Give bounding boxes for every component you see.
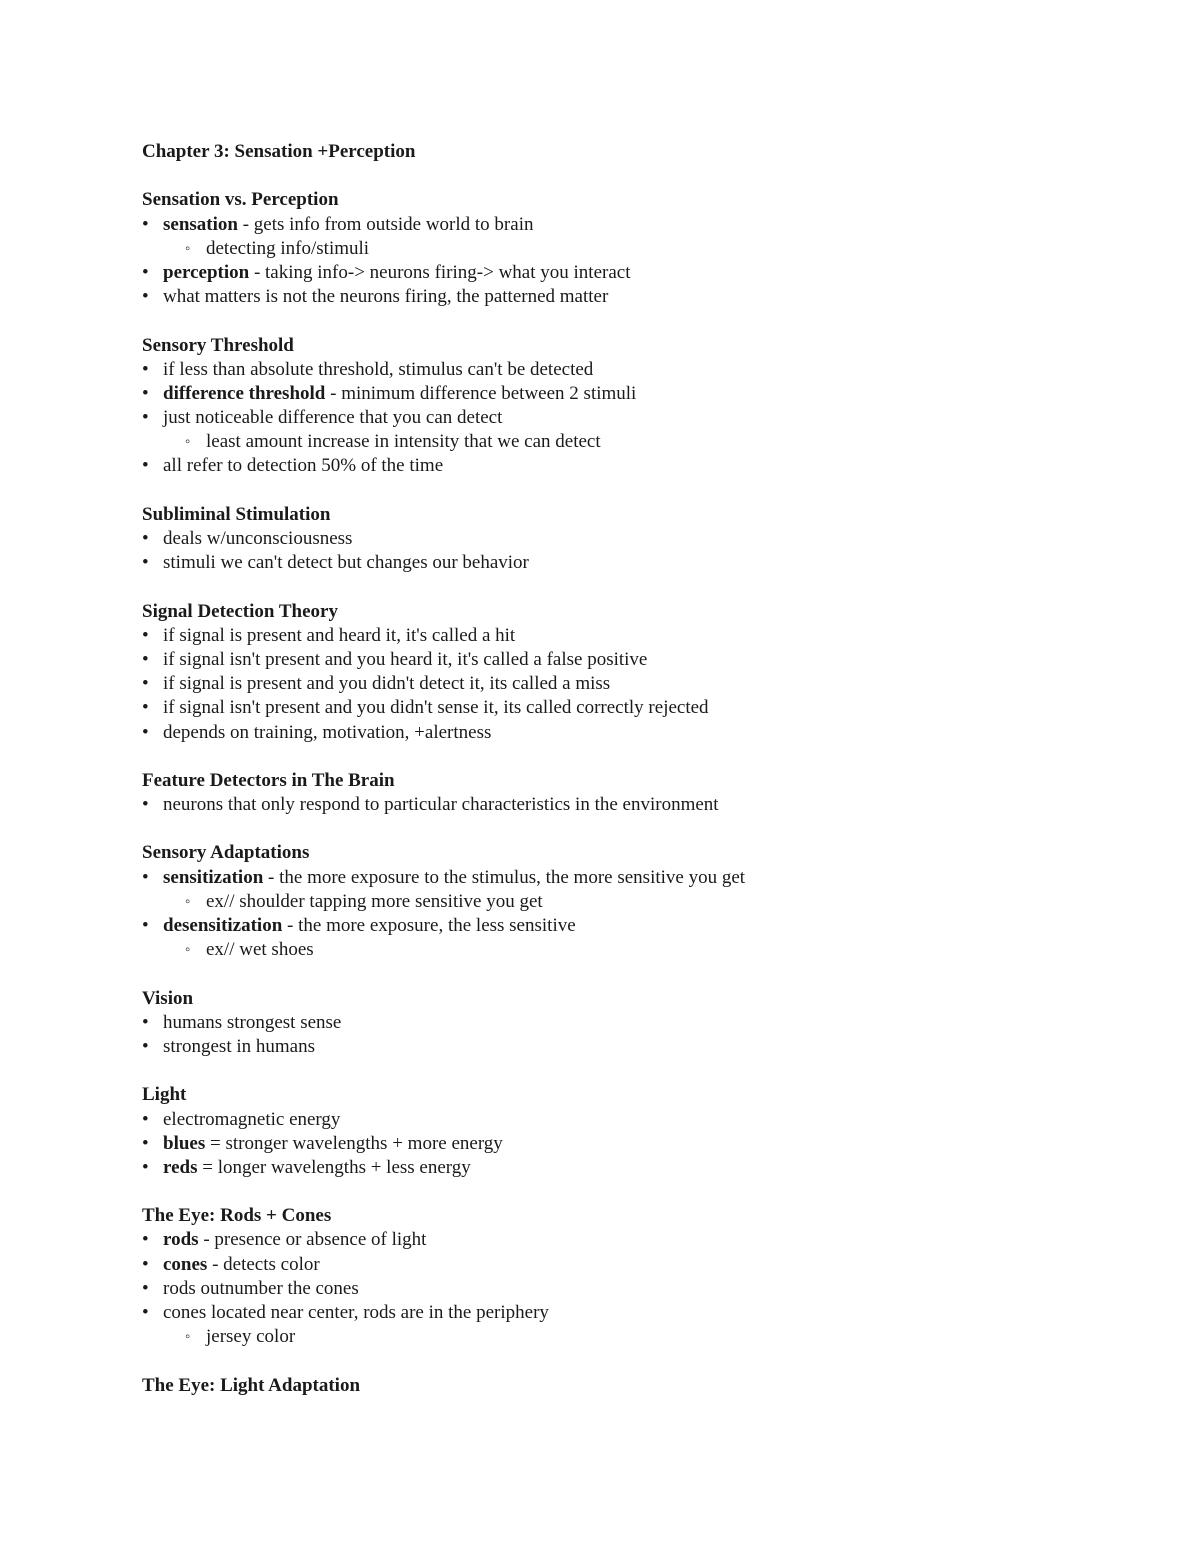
item-text: if signal is present and heard it, it's called a hit	[163, 624, 516, 646]
bold-term: sensitization	[163, 866, 264, 888]
bullet-item	[142, 551, 1142, 575]
document-sections	[142, 188, 1142, 1397]
bullet-item	[142, 1108, 1142, 1132]
bold-term: cones	[163, 1253, 208, 1275]
section-sensory-threshold	[142, 334, 1142, 479]
item-text: - gets info from outside world to brain	[237, 213, 534, 235]
bullet-item	[142, 1228, 1142, 1252]
section-heading: Sensation vs. Perception	[142, 189, 339, 211]
section-the-eye-rods-cones	[142, 1204, 1142, 1349]
bullet-list	[142, 213, 1142, 310]
bullet-item	[142, 1035, 1142, 1059]
bold-term: sensation	[163, 213, 238, 235]
item-text: neurons that only respond to particular characteristics in the environment	[163, 794, 719, 816]
item-text: cones located near center, rods are in the periphery	[163, 1302, 549, 1323]
item-text: if signal is present and you didn't detect it, its called a miss	[163, 673, 611, 695]
document-page	[142, 140, 1142, 1422]
item-text: ex// shoulder tapping more sensitive you get	[206, 890, 543, 912]
sub-bullet-item	[142, 890, 1142, 914]
bullet-list	[142, 793, 1142, 817]
bullet-item	[142, 1132, 1142, 1156]
sub-bullet-item	[142, 237, 1142, 261]
bullet-item	[142, 793, 1142, 817]
section-the-eye-light-adaptation	[142, 1374, 1142, 1398]
item-text: deals w/unconsciousness	[163, 528, 353, 549]
bullet-list	[142, 527, 1142, 575]
bullet-item	[142, 358, 1142, 382]
bold-term: perception	[163, 261, 250, 283]
bullet-list	[142, 866, 1142, 963]
section-sensation-vs-perception	[142, 188, 1142, 309]
item-text: = longer wavelengths + less energy	[197, 1156, 471, 1178]
bullet-list	[142, 1011, 1142, 1059]
section-subliminal-stimulation	[142, 503, 1142, 576]
bullet-item	[142, 624, 1142, 648]
bullet-item	[142, 866, 1142, 890]
bold-term: difference threshold	[163, 382, 326, 404]
bullet-item	[142, 696, 1142, 720]
item-text: stimuli we can't detect but changes our behavior	[163, 552, 529, 574]
bold-term: rods	[163, 1229, 199, 1251]
document-title: Chapter 3: Sensation +Perception	[142, 141, 416, 162]
bold-term: reds	[163, 1156, 198, 1178]
bullet-list	[142, 1228, 1142, 1349]
item-text: what matters is not the neurons firing, the patterned matter	[163, 286, 609, 308]
item-text: - the more exposure, the less sensitive	[282, 915, 576, 936]
item-text: - taking info-> neurons firing-> what you interact	[249, 261, 631, 283]
item-text: ex// wet shoes	[206, 939, 314, 961]
item-text: - the more exposure to the stimulus, the more sensitive you get	[263, 866, 746, 888]
section-vision	[142, 987, 1142, 1060]
bullet-item	[142, 1277, 1142, 1301]
bullet-item	[142, 406, 1142, 430]
item-text: jersey color	[206, 1326, 296, 1348]
bold-term: desensitization	[163, 915, 283, 936]
item-text: if signal isn't present and you heard it, it's called a false positive	[163, 648, 648, 670]
section-heading: Sensory Adaptations	[142, 842, 310, 864]
item-text: depends on training, motivation, +alertness	[163, 721, 492, 743]
sub-bullet-item	[142, 430, 1142, 454]
section-heading: Light	[142, 1084, 187, 1106]
item-text: if signal isn't present and you didn't sense it, its called correctly rejected	[163, 697, 709, 719]
bullet-item	[142, 1011, 1142, 1035]
section-heading: Vision	[142, 987, 194, 1009]
bullet-list	[142, 1108, 1142, 1181]
section-heading: The Eye: Light Adaptation	[142, 1374, 361, 1396]
sub-bullet-item	[142, 1325, 1142, 1349]
sub-bullet-item	[142, 938, 1142, 962]
bullet-item	[142, 1156, 1142, 1180]
section-signal-detection-theory	[142, 600, 1142, 745]
section-light	[142, 1083, 1142, 1180]
bold-term: blues	[163, 1132, 206, 1154]
bullet-item	[142, 454, 1142, 478]
item-text: humans strongest sense	[163, 1011, 342, 1033]
bullet-item	[142, 1301, 1142, 1325]
item-text: - presence or absence of light	[198, 1229, 427, 1251]
bullet-item	[142, 285, 1142, 309]
item-text: least amount increase in intensity that we can detect	[206, 431, 601, 453]
item-text: - minimum difference between 2 stimuli	[325, 382, 637, 404]
section-sensory-adaptations	[142, 841, 1142, 962]
item-text: just noticeable difference that you can detect	[163, 407, 503, 429]
item-text: if less than absolute threshold, stimulus can't be detected	[163, 358, 594, 380]
item-text: rods outnumber the cones	[163, 1277, 359, 1299]
section-heading: Sensory Threshold	[142, 334, 294, 356]
bullet-item	[142, 914, 1142, 938]
section-heading: Signal Detection Theory	[142, 600, 338, 622]
bullet-item	[142, 672, 1142, 696]
bullet-item	[142, 527, 1142, 551]
item-text: = stronger wavelengths + more energy	[205, 1132, 503, 1154]
bullet-item	[142, 382, 1142, 406]
bullet-list	[142, 358, 1142, 479]
bullet-item	[142, 648, 1142, 672]
item-text: all refer to detection 50% of the time	[163, 455, 444, 477]
section-heading: Subliminal Stimulation	[142, 503, 331, 525]
item-text: detecting info/stimuli	[206, 237, 370, 259]
section-heading: The Eye: Rods + Cones	[142, 1205, 332, 1227]
section-heading: Feature Detectors in The Brain	[142, 769, 395, 791]
item-text: electromagnetic energy	[163, 1108, 341, 1130]
section-feature-detectors-in-the-brain	[142, 769, 1142, 817]
item-text: - detects color	[207, 1253, 320, 1275]
bullet-item	[142, 721, 1142, 745]
bullet-item	[142, 261, 1142, 285]
bullet-item	[142, 1253, 1142, 1277]
bullet-item	[142, 213, 1142, 237]
item-text: strongest in humans	[163, 1035, 315, 1057]
bullet-list	[142, 624, 1142, 745]
